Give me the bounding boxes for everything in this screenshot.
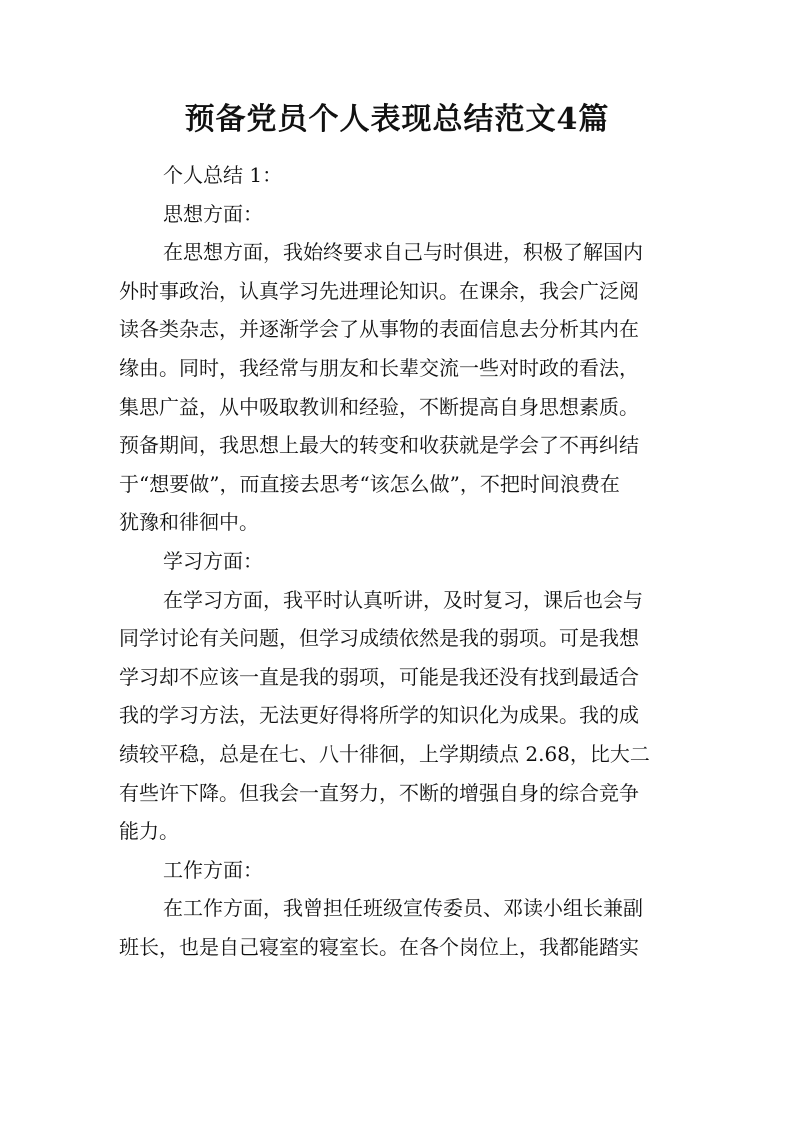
text-line: 集思广益，从中吸取教训和经验，不断提高自身思想素质。 bbox=[119, 394, 639, 419]
text-line: 有些许下降。但我会一直努力，不断的增强自身的综合竞争 bbox=[119, 780, 639, 805]
text-line: 在思想方面，我始终要求自己与时俱进，积极了解国内 bbox=[163, 240, 643, 265]
text-line: 缘由。同时，我经常与朋友和长辈交流一些对时政的看法， bbox=[119, 355, 639, 380]
text-line: 能力。 bbox=[119, 819, 179, 844]
text-line: 在学习方面，我平时认真听讲，及时复习，课后也会与 bbox=[163, 587, 643, 612]
text-line: 学习方面： bbox=[163, 548, 263, 573]
text-line: 于“想要做”，而直接去思考“该怎么做”，不把时间浪费在 bbox=[119, 471, 620, 496]
text-line: 在工作方面，我曾担任班级宣传委员、邓读小组长兼副 bbox=[163, 896, 643, 921]
text-line: 思想方面： bbox=[163, 201, 263, 226]
text-line: 预备期间，我思想上最大的转变和收获就是学会了不再纠结 bbox=[119, 433, 639, 458]
document-body bbox=[119, 156, 689, 966]
text-line: 个人总结 1： bbox=[163, 163, 283, 187]
text-line: 我的学习方法，无法更好得将所学的知识化为成果。我的成 bbox=[119, 703, 639, 728]
text-line: 工作方面： bbox=[163, 857, 263, 882]
text-line: 班长，也是自己寝室的寝室长。在各个岗位上，我都能踏实 bbox=[119, 934, 639, 959]
document-title: 预备党员个人表现总结范文4篇 bbox=[184, 102, 610, 137]
text-line: 同学讨论有关问题，但学习成绩依然是我的弱项。可是我想 bbox=[119, 626, 639, 651]
text-line: 学习却不应该一直是我的弱项，可能是我还没有找到最适合 bbox=[119, 664, 639, 689]
text-line: 犹豫和徘徊中。 bbox=[119, 510, 259, 535]
text-line: 绩较平稳，总是在七、八十徘徊，上学期绩点 2.68，比大二 bbox=[119, 741, 650, 766]
text-line: 读各类杂志，并逐渐学会了从事物的表面信息去分析其内在 bbox=[119, 317, 639, 342]
text-line: 外时事政治，认真学习先进理论知识。在课余，我会广泛阅 bbox=[119, 278, 639, 303]
